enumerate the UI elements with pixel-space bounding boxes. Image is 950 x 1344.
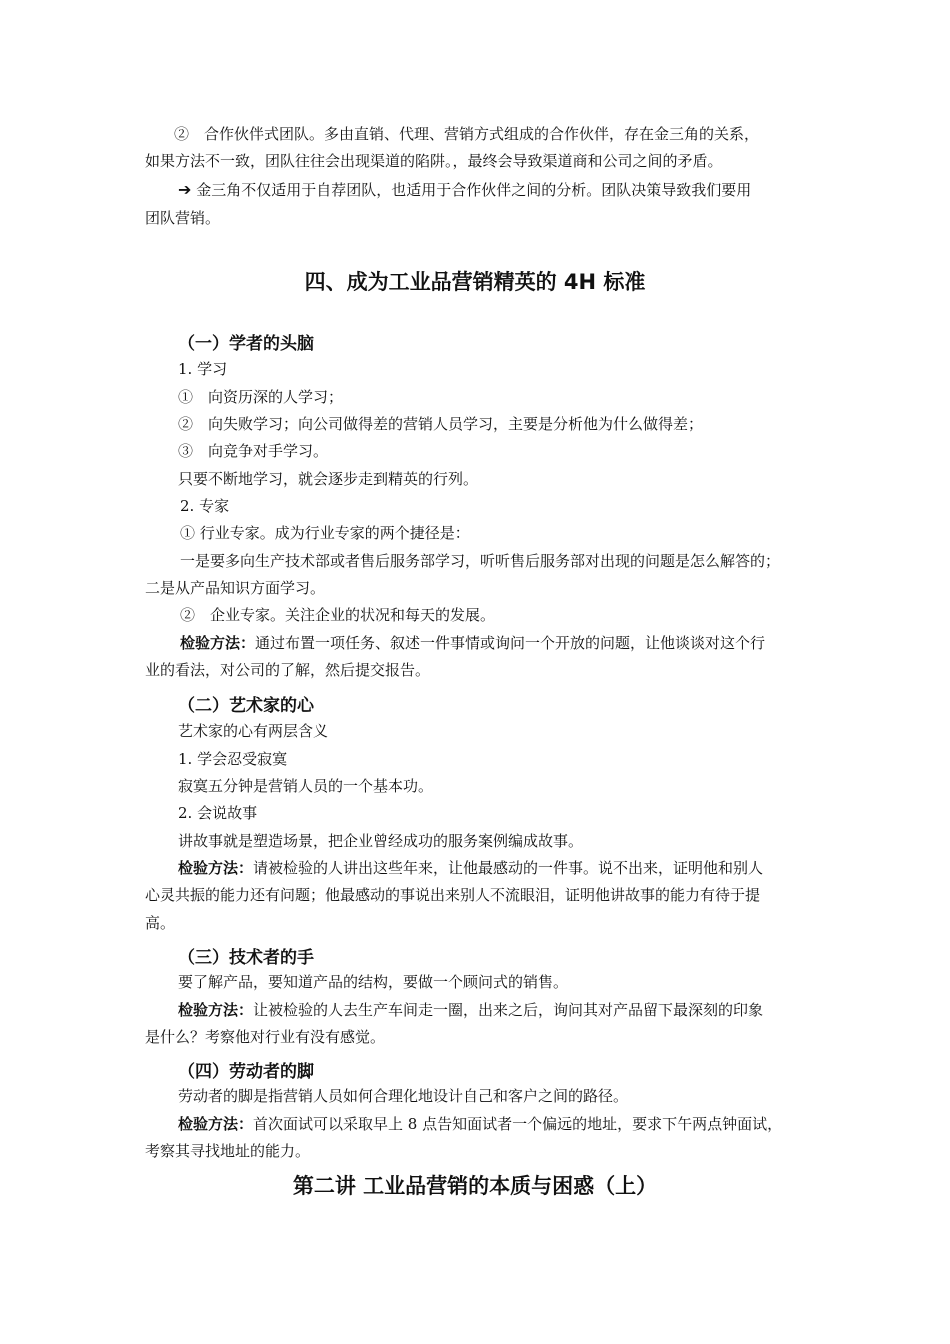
check-method-label: 检验方法： [180, 634, 256, 652]
subheading-artist-heart: （二）艺术家的心 [178, 696, 314, 716]
check-method-text: 让被检验的人去生产车间走一圈，出来之后，询问其对产品留下最深刻的印象 [253, 1001, 764, 1019]
section-heading-4h: 四、成为工业品营销精英的 4H 标准 [304, 270, 646, 294]
labor-text: 劳动者的脚是指营销人员如何合理化地设计自己和客户之间的路径。 [178, 1087, 629, 1105]
lecture-2-heading: 第二讲 工业品营销的本质与困惑（上） [292, 1174, 658, 1198]
expert-paragraph-line-1: 一是要多向生产技术部或者售后服务部学习，听听售后服务部对出现的问题是怎么解答的； [180, 552, 781, 570]
check-method-text: 通过布置一项任务、叙述一件事情或询问一个开放的问题，让他谈谈对这个行 [255, 634, 766, 652]
tech-text: 要了解产品，要知道产品的结构，要做一个顾问式的销售。 [178, 973, 569, 991]
arrow-paragraph-line-1 [178, 180, 751, 200]
expert-item-2: ② 企业专家。关注企业的状况和每天的发展。 [180, 606, 496, 624]
subheading-laborer-feet: （四）劳动者的脚 [178, 1062, 314, 1082]
artist-intro: 艺术家的心有两层含义 [178, 722, 329, 740]
arrow-right-icon: ➔ [178, 180, 192, 199]
artist-item-2-title: 2. 会说故事 [178, 804, 258, 822]
check-method-4-line-1 [178, 1114, 782, 1134]
arrow-paragraph-text: 金三角不仅适用于自荐团队，也适用于合作伙伴之间的分析。团队决策导致我们要用 [196, 181, 752, 199]
check-method-label: 检验方法： [178, 1115, 254, 1133]
learning-item-1: ① 向资历深的人学习； [178, 388, 344, 406]
partner-team-line-2: 如果方法不一致，团队往往会出现渠道的陷阱。，最终会导致渠道商和公司之间的矛盾。 [145, 152, 723, 170]
check-method-3-line-1 [178, 1000, 763, 1020]
learning-item-2: ② 向失败学习；向公司做得差的营销人员学习，主要是分析他为什么做得差； [178, 415, 704, 433]
check-method-label: 检验方法： [178, 859, 254, 877]
check-method-1-line-2: 业的看法，对公司的了解，然后提交报告。 [145, 661, 431, 679]
check-method-text: 请被检验的人讲出这些年来，让他最感动的一件事。说不出来，证明他和别人 [253, 859, 764, 877]
expert-paragraph-line-2: 二是从产品知识方面学习。 [145, 579, 326, 597]
partner-team-line-1: ② 合作伙伴式团队。多由直销、代理、营销方式组成的合作伙伴，存在金三角的关系， [174, 125, 760, 143]
check-method-1-line-1 [180, 633, 765, 653]
subheading-technician-hand: （三）技术者的手 [178, 948, 314, 968]
arrow-paragraph-line-2: 团队营销。 [145, 209, 221, 227]
learning-item-3: ③ 向竞争对手学习。 [178, 442, 329, 460]
check-method-4-line-2: 考察其寻找地址的能力。 [145, 1142, 311, 1160]
expert-title: 2. 专家 [180, 497, 230, 515]
check-method-2-line-3: 高。 [145, 914, 176, 932]
learning-summary: 只要不断地学习，就会逐步走到精英的行列。 [178, 470, 479, 488]
check-method-label: 检验方法： [178, 1001, 254, 1019]
check-method-3-line-2: 是什么？考察他对行业有没有感觉。 [145, 1028, 386, 1046]
artist-item-2-text: 讲故事就是塑造场景，把企业曾经成功的服务案例编成故事。 [178, 832, 584, 850]
artist-item-1-text: 寂寞五分钟是营销人员的一个基本功。 [178, 777, 434, 795]
expert-item-1: ① 行业专家。成为行业专家的两个捷径是： [180, 524, 470, 542]
check-method-text: 首次面试可以采取早上 8 点告知面试者一个偏远的地址，要求下午两点钟面试， [253, 1115, 783, 1133]
subheading-scholar-mind: （一）学者的头脑 [178, 334, 314, 354]
learning-title: 1. 学习 [178, 360, 228, 378]
check-method-2-line-2: 心灵共振的能力还有问题；他最感动的事说出来别人不流眼泪，证明他讲故事的能力有待于提 [145, 886, 761, 904]
artist-item-1-title: 1. 学会忍受寂寞 [178, 750, 288, 768]
check-method-2-line-1 [178, 858, 763, 878]
